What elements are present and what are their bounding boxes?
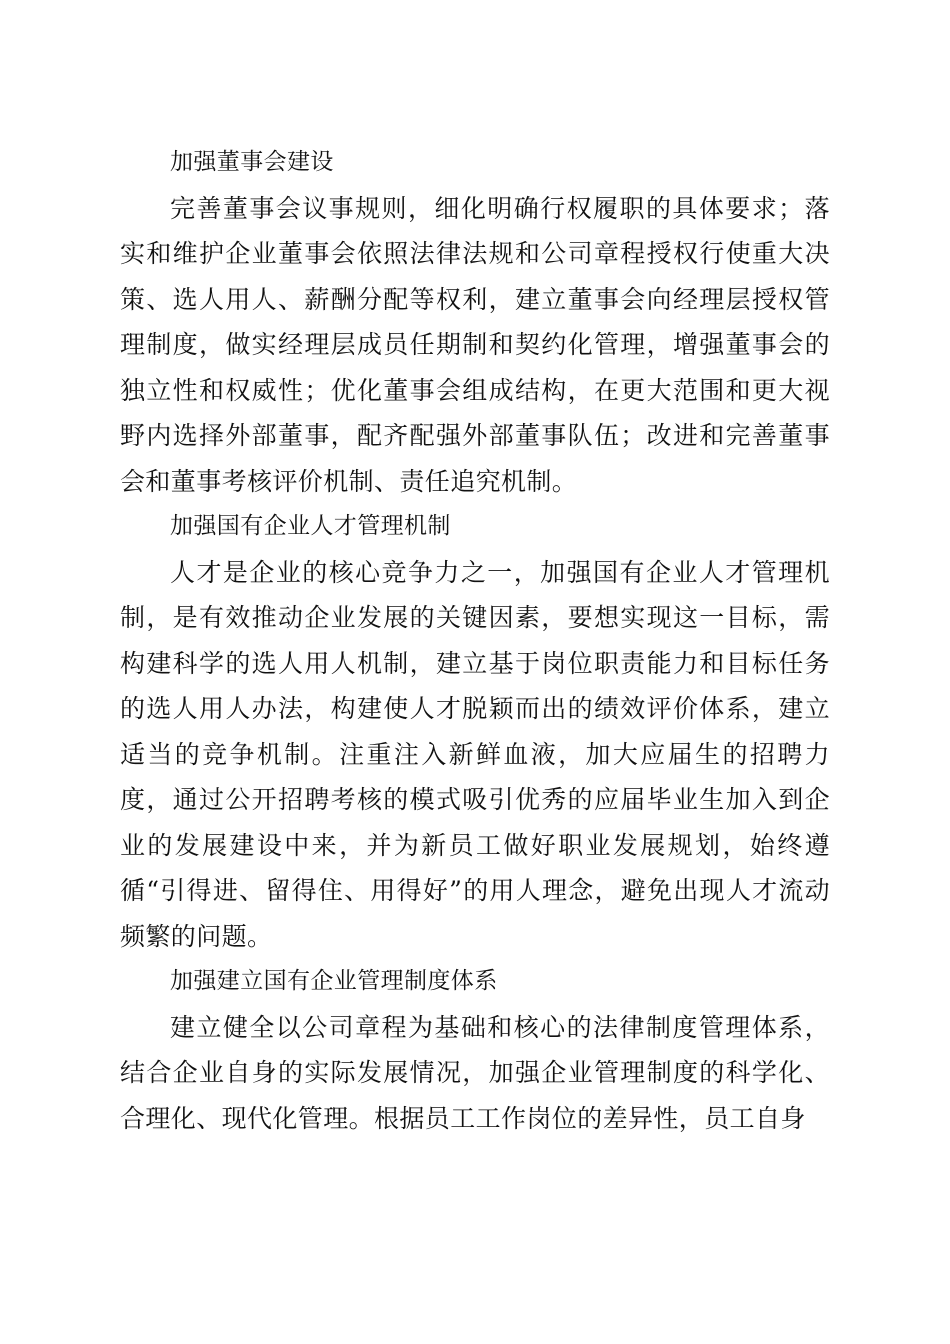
section-paragraph-board: 完善董事会议事规则，细化明确行权履职的具体要求；落实和维护企业董事会依照法律法规和公司章程授权行使重大决策、选人用人、薪酬分配等权利，建立董事会向经理层授权管理制度，做实经理层成员任期制和契约化管理，增强董事会的独立性和权威性；优化董事会组成结构，在更大范围和更大视野内选择外部董事，配齐配强外部董事队伍；改进和完善董事会和董事考核评价机制、责任追究机制。	[120, 193, 830, 496]
section-heading-management-system: 加强建立国有企业管理制度体系	[170, 968, 498, 994]
section-heading-board: 加强董事会建设	[170, 149, 334, 175]
section-paragraph-talent: 人才是企业的核心竞争力之一，加强国有企业人才管理机制，是有效推动企业发展的关键因素，要想实现这一目标，需构建科学的选人用人机制，建立基于岗位职责能力和目标任务的选人用人办法，构建使人才脱颖而出的绩效评价体系，建立适当的竞争机制。注重注入新鲜血液，加大应届生的招聘力度，通过公开招聘考核的模式吸引优秀的应届毕业生加入到企业的发展建设中来，并为新员工做好职业发展规划，始终遵循“引得进、留得住、用得好”的用人理念，避免出现人才流动频繁的问题。	[120, 557, 830, 951]
section-heading-talent: 加强国有企业人才管理机制	[170, 513, 451, 539]
section-paragraph-management-system: 建立健全以公司章程为基础和核心的法律制度管理体系，结合企业自身的实际发展情况，加强企业管理制度的科学化、合理化、现代化管理。根据员工工作岗位的差异性，员工自身	[120, 1012, 830, 1133]
document-body	[120, 140, 830, 1141]
